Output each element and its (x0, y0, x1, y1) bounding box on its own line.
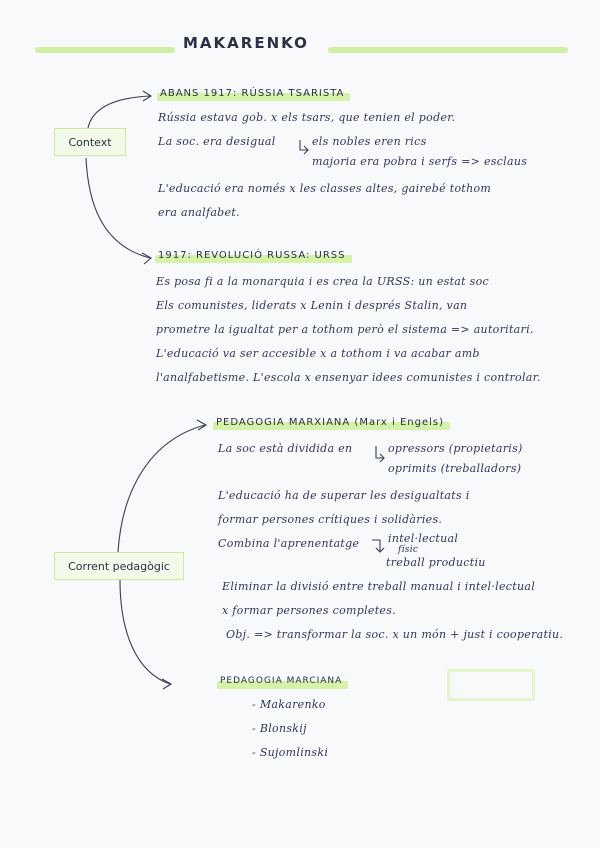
connector-corrent-2 (120, 580, 170, 684)
connector-context-1 (88, 96, 150, 128)
connector-corrent-1 (118, 425, 205, 552)
text-line: els nobles eren rics (312, 135, 427, 148)
text-line: Obj. => transformar la soc. x un món + just i cooperatiu. (226, 628, 564, 641)
list-item: - Blonskij (252, 722, 307, 735)
text-line: era analfabet. (158, 206, 240, 219)
list-item: - Sujomlinski (252, 746, 329, 759)
corrent-label: Corrent pedagògic (68, 559, 170, 573)
text-line: opressors (propietaris) (388, 442, 523, 455)
section-heading-pedagogia-marxiana: PEDAGOGIA MARXIANA (Marx i Engels) (216, 417, 444, 428)
empty-highlight-box (447, 669, 535, 701)
text-line: formar persones crítiques i solidàries. (218, 513, 443, 526)
text-line: La soc està dividida en (218, 442, 353, 455)
context-box (54, 128, 126, 156)
connector-context-2 (86, 158, 150, 258)
text-line: x formar persones completes. (222, 604, 396, 617)
text-line: La soc. era desigual (158, 135, 276, 148)
text-line: l'analfabetisme. L'escola x ensenyar idees comunistes i controlar. (156, 371, 541, 384)
text-line: majoria era pobra i serfs => esclaus (312, 155, 528, 168)
page-title: MAKARENKO (183, 34, 309, 52)
text-line: L'educació va ser accesible x a tothom i va acabar amb (156, 347, 480, 360)
text-line: oprimits (treballadors) (388, 462, 522, 475)
list-item: - Makarenko (252, 698, 326, 711)
text-line: Els comunistes, liderats x Lenin i després Stalin, van (156, 299, 468, 312)
section-heading-abans-1917: ABANS 1917: RÚSSIA TSARISTA (160, 88, 344, 99)
section-heading-revolucio: 1917: REVOLUCIÓ RUSSA: URSS (158, 250, 346, 261)
text-line: Es posa fi a la monarquia i es crea la URSS: un estat soc (156, 275, 490, 288)
text-line: L'educació ha de superar les desigualtats i (218, 489, 470, 502)
text-line: Rússia estava gob. x els tsars, que tenien el poder. (158, 111, 456, 124)
context-label: Context (68, 135, 112, 149)
text-line: Eliminar la divisió entre treball manual i intel·lectual (222, 580, 536, 593)
text-line: físic (398, 545, 419, 555)
text-line: L'educació era només x les classes altes, gairebé tothom (158, 182, 492, 195)
corrent-pedagogic-box (54, 552, 184, 580)
text-line: treball productiu (386, 556, 486, 569)
text-line: Combina l'aprenentatge (218, 537, 360, 550)
text-line: intel·lectual (388, 532, 459, 545)
section-heading-pedagogia-marciana: PEDAGOGIA MARCIANA (220, 676, 342, 686)
text-line: prometre la igualtat per a tothom però el sistema => autoritari. (156, 323, 534, 336)
